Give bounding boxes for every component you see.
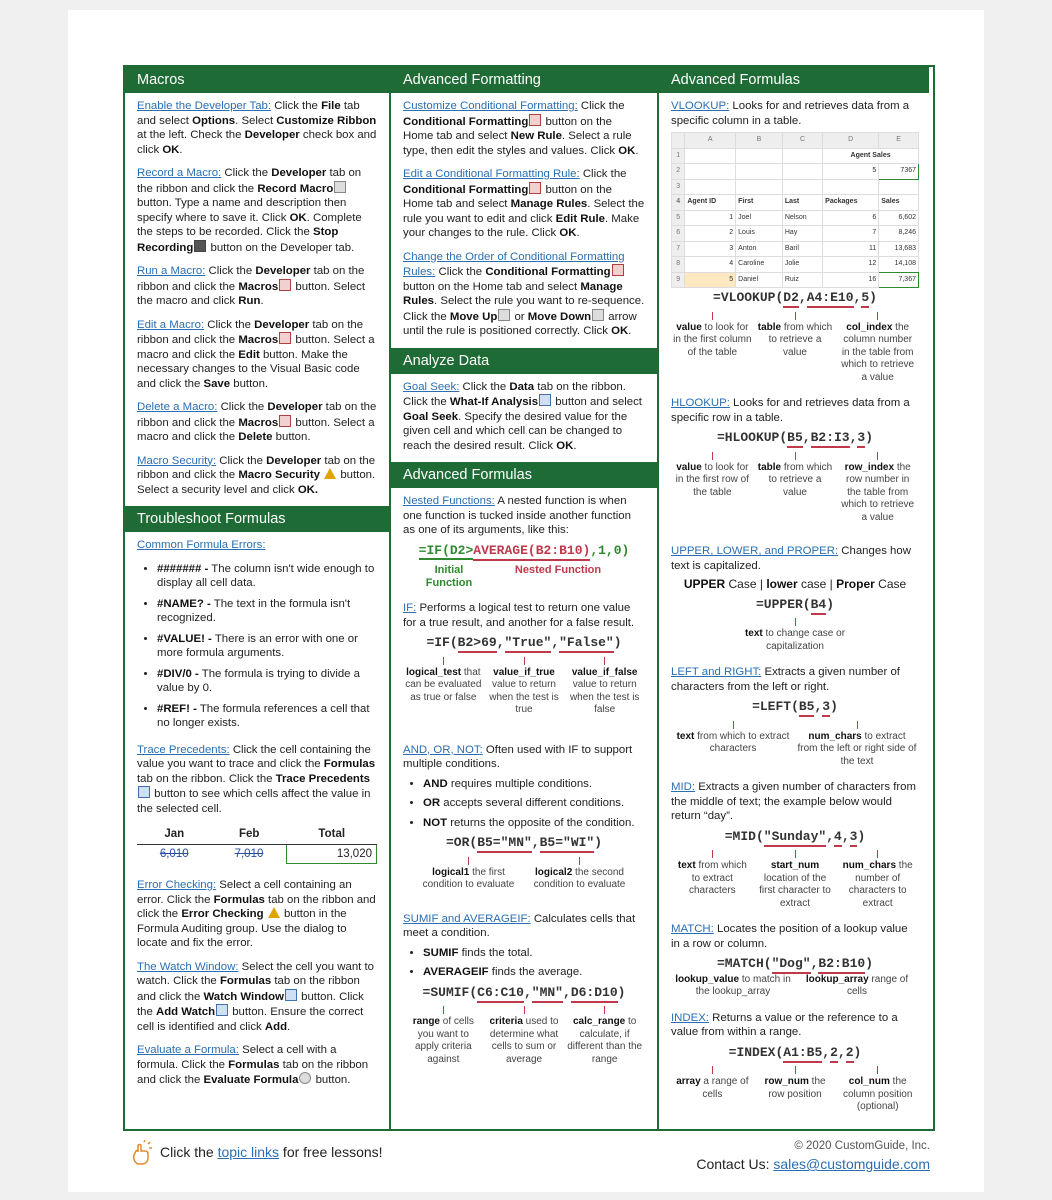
column-macros: [125, 67, 391, 1129]
watch-window: The Watch Window: Select the cell you want to watch. Click the Formulas tab on the ribbon and click the Watch Window button. Click the Add Watch button. Ensure the correct cell is identified and click Add.: [137, 960, 374, 1033]
topic-link[interactable]: Nested Functions:: [403, 495, 495, 507]
page: [68, 10, 984, 1192]
topic-link[interactable]: SUMIF and AVERAGEIF:: [403, 912, 531, 925]
or-formula: =OR(B5="MN",B5="WI"): [403, 836, 645, 851]
list-item: • AVERAGEIF finds the average.: [423, 965, 645, 980]
topic-link[interactable]: Customize Conditional Formatting:: [403, 100, 578, 112]
troubleshoot-header: Troubleshoot Formulas: [125, 506, 389, 532]
sumif-arguments: range of cells you want to apply criteria against criteria used to determine what cells to sum or average calc_range to calculate, if different than the range: [403, 1006, 645, 1066]
record-macro-icon: [334, 181, 346, 193]
what-if-icon: [539, 394, 551, 406]
upper-formula: =UPPER(B4): [671, 598, 919, 613]
case-examples: UPPER Case | lower case | Proper Case: [683, 577, 907, 591]
topic-link[interactable]: Delete a Macro:: [137, 401, 218, 413]
move-up-icon: [498, 309, 510, 321]
email-link[interactable]: sales@customguide.com: [773, 1156, 930, 1172]
topic-links-link[interactable]: topic links: [217, 1144, 280, 1160]
macro-item: Edit a Macro: Click the Developer tab on the ribbon and click the Macros button. Select a macro and click the Edit button. Make the necessary changes to the Visual Basic code and click the Save button.: [137, 318, 375, 390]
topic-link[interactable]: Error Checking:: [137, 879, 217, 891]
topic-link[interactable]: Goal Seek:: [403, 380, 460, 393]
list-item: • AND requires multiple conditions.: [423, 777, 645, 792]
stop-icon: [194, 240, 206, 252]
topic-link[interactable]: Macro Security:: [137, 454, 217, 467]
if-arguments: logical_test that can be evaluated as true or false value_if_true value to return when the test is true value_if_false value to return when the test is false: [403, 657, 645, 717]
error-list: [137, 562, 377, 731]
copyright: © 2020 CustomGuide, Inc.: [794, 1140, 930, 1152]
conditional-formatting-icon: [612, 264, 624, 276]
if-formula: =IF(B2>69,"True","False"): [403, 636, 645, 651]
topic-link[interactable]: MATCH:: [671, 923, 714, 935]
hlookup: HLOOKUP: Looks for and retrieves data from a specific row in a table.: [671, 397, 910, 424]
mid-arguments: text from which to extract characters start_num location of the first character to extract num_chars the number of characters to extract: [671, 850, 919, 910]
list-item: • #VALUE! - There is an error with one or more formula arguments.: [157, 632, 377, 661]
macro-item: Macro Security: Click the Developer tab on the ribbon and click the Macro Security button. Select a security level and click OK.: [137, 454, 376, 496]
initial-function-label: Initial Function: [425, 564, 473, 589]
topic-link[interactable]: Enable the Developer Tab:: [137, 100, 272, 112]
topic-link[interactable]: VLOOKUP:: [671, 100, 730, 112]
column-advanced-formulas: [659, 67, 929, 1129]
warning-icon: [324, 468, 336, 479]
formatting-item: Customize Conditional Formatting: Click the Conditional Formatting button on the Home tab and select New Rule. Select a rule type, then edit the styles and values. Click OK.: [403, 100, 639, 157]
advanced-formulas-header-right: Advanced Formulas: [659, 67, 929, 93]
nested-function-label: Nested Function: [514, 564, 602, 576]
list-item: • OR accepts several different conditions.: [423, 796, 645, 811]
topic-link[interactable]: Change the Order of Conditional Formatting Rules:: [403, 250, 625, 278]
index-formula: =INDEX(A1:B5,2,2): [671, 1046, 919, 1061]
topic-link[interactable]: UPPER, LOWER, and PROPER:: [671, 545, 839, 557]
trace-precedents: Trace Precedents: Click the cell containing the value you want to trace and click the Formulas tab on the ribbon. Click the Trace Precedents button to see which cells affect the value in the selected cell.: [137, 743, 376, 815]
macros-header: Macros: [125, 67, 389, 93]
sumif-formula: =SUMIF(C6:C10,"MN",D6:D10): [403, 986, 645, 1001]
list-item: • SUMIF finds the total.: [423, 946, 645, 961]
watch-window-icon: [285, 989, 297, 1001]
topic-link[interactable]: HLOOKUP:: [671, 397, 730, 409]
upper-arguments: text to change case or capitalization: [671, 618, 919, 653]
match-formula: =MATCH("Dog",B2:B10): [671, 957, 919, 972]
nested-functions: Nested Functions: A nested function is when one function is tucked inside another function as one of its arguments, like this:: [403, 495, 631, 536]
vlookup: VLOOKUP: Looks for and retrieves data from a specific column in a table.: [671, 100, 910, 127]
error-checking: Error Checking: Select a cell containing an error. Click the Formulas tab on the ribbon and click the Error Checking button in the Formula Auditing group. Use the dialog to locate and fix the error.: [137, 879, 376, 949]
mid-function: MID: Extracts a given number of characters from the middle of text; the example below would return “day”.: [671, 781, 916, 822]
trace-example-table: Jan Feb Total 6,010 7,010 13,020: [137, 825, 377, 864]
and-or-not-list: [403, 777, 645, 831]
topic-link[interactable]: The Watch Window:: [137, 960, 239, 973]
left-right: LEFT and RIGHT: Extracts a given number of characters from the left or right.: [671, 666, 900, 693]
topic-link[interactable]: Edit a Macro:: [137, 318, 205, 331]
topic-link[interactable]: Evaluate a Formula:: [137, 1044, 239, 1056]
left-arguments: text from which to extract characters num_chars to extract from the left or right side of the text: [671, 721, 919, 769]
column-formatting: [391, 67, 659, 1129]
advanced-formatting-header: Advanced Formatting: [391, 67, 657, 93]
topic-link[interactable]: Edit a Conditional Formatting Rule:: [403, 168, 580, 180]
list-item: • #REF! - The formula references a cell that no longer exists.: [157, 702, 377, 731]
match-function: MATCH: Locates the position of a lookup value in a row or column.: [671, 923, 908, 950]
formatting-item: Change the Order of Conditional Formatting Rules: Click the Conditional Formatting button on the Home tab and select Manage Rules. Select the rule you want to re-sequence. Click the Move Up or Move Down arrow until the rule is positioned correctly. Click OK.: [403, 250, 645, 337]
topic-link[interactable]: Record a Macro:: [137, 167, 222, 179]
add-watch-icon: [216, 1004, 228, 1016]
advanced-formulas-header-mid: Advanced Formulas: [391, 462, 657, 488]
footer: [130, 1140, 930, 1180]
trace-precedents-icon: [138, 786, 150, 798]
topic-link[interactable]: Run a Macro:: [137, 265, 206, 277]
index-arguments: array a range of cells row_num the row position col_num the column position (optional): [671, 1066, 919, 1114]
mid-formula: =MID("Sunday",4,3): [671, 830, 919, 845]
hlookup-formula: =HLOOKUP(B5,B2:I3,3): [671, 431, 919, 446]
cheat-sheet: [123, 65, 935, 1131]
analyze-data-header: Analyze Data: [391, 348, 657, 374]
match-arguments: lookup_value to match in the lookup_array lookup_array range of cells: [675, 973, 909, 997]
conditional-formatting-icon: [529, 114, 541, 126]
evaluate-formula-icon: [299, 1072, 311, 1084]
macro-item: Enable the Developer Tab: Click the File tab and select Options. Select Customize Ribbon at the left. Check the Developer check box and click OK.: [137, 100, 377, 156]
topic-link[interactable]: AND, OR, NOT:: [403, 743, 483, 756]
conditional-formatting-icon: [529, 182, 541, 194]
index-function: INDEX: Returns a value or the reference to a value from within a range.: [671, 1011, 898, 1038]
topic-link[interactable]: Common Formula Errors:: [137, 539, 266, 551]
evaluate-formula: Evaluate a Formula: Select a cell with a formula. Click the Formulas tab on the ribbon and click the Evaluate Formula button.: [137, 1044, 369, 1086]
macro-item: Record a Macro: Click the Developer tab on the ribbon and click the Record Macro button. Type a name and description then specify where to save it. Click OK. Complete the steps to be recorded. Click the Stop Recording button on the Developer tab.: [137, 167, 362, 254]
error-checking-icon: [268, 907, 280, 918]
if-function: IF: Performs a logical test to return one value for a true result, and another for a false result.: [403, 602, 635, 629]
vlookup-arguments: value to look for in the first column of the table table from which to retrieve a value col_index the column number in the table from which to retrieve a value: [671, 312, 919, 385]
list-item: • #DIV/0 - The formula is trying to divide a value by 0.: [157, 667, 377, 696]
macro-item: Delete a Macro: Click the Developer tab on the ribbon and click the Macros button. Select a macro and click the Delete button.: [137, 401, 377, 443]
sumif-averageif: SUMIF and AVERAGEIF: Calculates cells that meet a condition.: [403, 912, 636, 939]
upper-lower-proper: UPPER, LOWER, and PROPER: Changes how text is capitalized.: [671, 545, 911, 572]
and-or-not: AND, OR, NOT: Often used with IF to support multiple conditions.: [403, 743, 633, 770]
hlookup-arguments: value to look for in the first row of the table table from which to retrieve a value row_index the row number in the table from which to retrieve a value: [671, 452, 919, 525]
vlookup-formula: =VLOOKUP(D2,A4:E10,5): [671, 291, 919, 306]
topic-link[interactable]: MID:: [671, 781, 696, 793]
goal-seek: Goal Seek: Click the Data tab on the ribbon. Click the What-If Analysis button and select Goal Seek. Specify the desired value for the given cell and which cell can be changed to reach the desired result. Click OK.: [403, 380, 642, 452]
list-item: • NOT returns the opposite of the condition.: [423, 816, 645, 831]
sumif-list: [403, 946, 645, 980]
list-item: • #NAME? - The text in the formula isn't recognized.: [157, 597, 377, 626]
contact: Contact Us: sales@customguide.com: [696, 1156, 930, 1172]
macros-icon: [279, 415, 291, 427]
vlookup-example-table: A B C D E 1 Agent Sales 2 5 7367 3 4 Agent ID First Last Packages Sales 5 1 Joel Nelson 6 6,602 6 2 Louis Hay 7 8,246 7 3 Anton Baril 11 13,683 8 4 Caroline Jolie 12 14,108 9 5 Daniel Ruiz 16 7,367: [671, 132, 919, 288]
macro-item: Run a Macro: Click the Developer tab on the ribbon and click the Macros button. Select the macro and click Run.: [137, 265, 366, 307]
macros-icon: [279, 279, 291, 291]
list-item: • ####### - The column isn't wide enough to display all cell data.: [157, 562, 377, 591]
formatting-item: Edit a Conditional Formatting Rule: Click the Conditional Formatting button on the Home tab and select Manage Rules. Select the rule you want to edit and click Edit Rule. Make your changes to the rule. Click OK.: [403, 168, 645, 239]
or-arguments: logical1 the first condition to evaluate logical2 the second condition to evaluate: [403, 857, 645, 892]
topic-link[interactable]: LEFT and RIGHT:: [671, 666, 762, 678]
topic-link[interactable]: Trace Precedents:: [137, 743, 230, 756]
footer-message: Click the topic links for free lessons!: [160, 1144, 383, 1160]
topic-link[interactable]: IF:: [403, 602, 417, 614]
pointing-hand-icon: [130, 1140, 154, 1166]
nested-formula: =IF(D2>AVERAGE(B2:B10),1,0): [403, 544, 645, 559]
macros-icon: [279, 332, 291, 344]
move-down-icon: [592, 309, 604, 321]
topic-link[interactable]: INDEX:: [671, 1011, 709, 1024]
left-formula: =LEFT(B5,3): [671, 700, 919, 715]
